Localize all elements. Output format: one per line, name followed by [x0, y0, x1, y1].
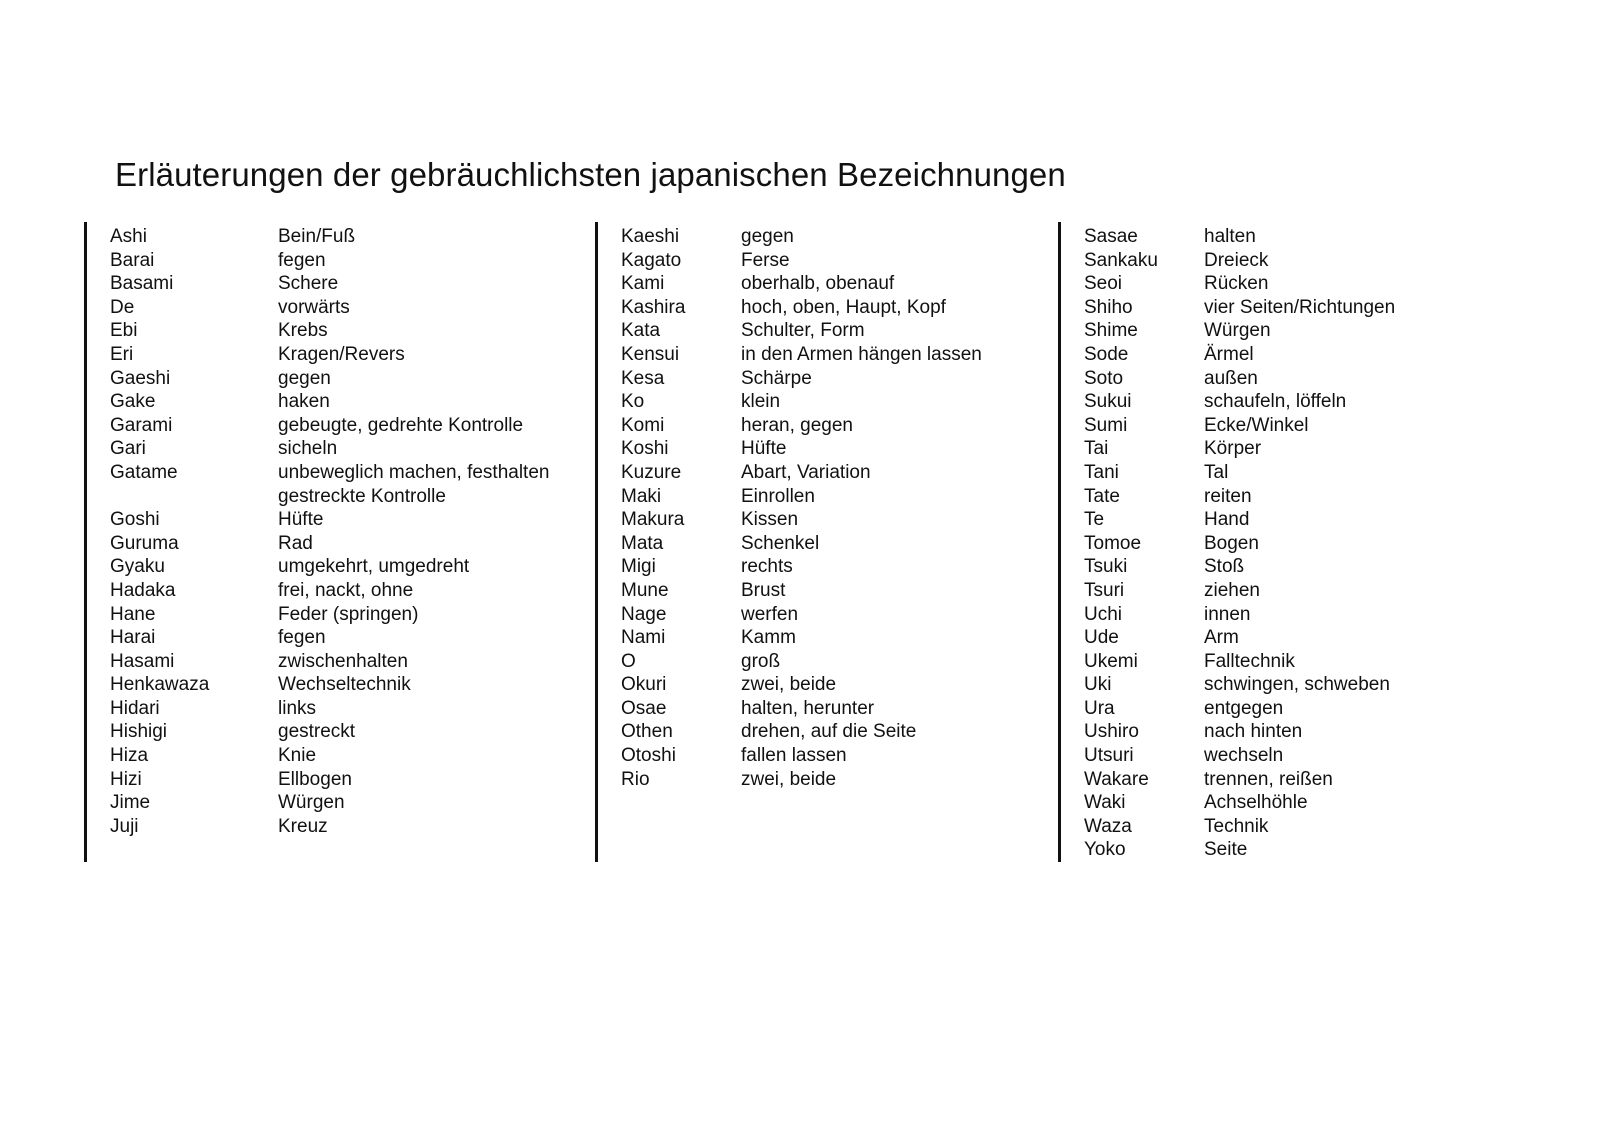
german-meaning: schwingen, schweben: [1204, 674, 1390, 696]
japanese-term: Ura: [1084, 697, 1115, 719]
german-meaning: groß: [741, 650, 781, 672]
japanese-term: Gari: [110, 438, 146, 460]
japanese-term: Kuzure: [621, 461, 682, 483]
japanese-term: Hizi: [110, 768, 142, 790]
german-meaning: Kamm: [741, 627, 796, 649]
japanese-term: Maki: [621, 485, 662, 507]
german-meaning: außen: [1204, 367, 1258, 389]
column-rule: [595, 222, 598, 862]
japanese-term: Juji: [110, 815, 139, 837]
japanese-term: Yoko: [1084, 839, 1126, 861]
german-meaning: zwischenhalten: [278, 650, 408, 672]
german-meaning: Seite: [1204, 839, 1248, 861]
german-meaning: Brust: [741, 579, 786, 601]
japanese-term: Othen: [621, 721, 673, 743]
japanese-term: Osae: [621, 697, 667, 719]
german-meaning: gebeugte, gedrehte Kontrolle: [278, 414, 524, 436]
german-meaning: Technik: [1204, 815, 1269, 837]
japanese-term: Ashi: [110, 226, 147, 247]
japanese-term: Hiza: [110, 745, 149, 767]
japanese-term: Harai: [110, 627, 156, 649]
japanese-term: Mune: [621, 579, 669, 601]
german-meaning: oberhalb, obenauf: [741, 273, 895, 295]
german-meaning: Kragen/Revers: [278, 343, 405, 365]
japanese-term: Nage: [621, 603, 667, 625]
german-meaning: Abart, Variation: [741, 461, 871, 483]
japanese-term: Goshi: [110, 509, 160, 531]
german-meaning: Einrollen: [741, 485, 815, 507]
japanese-term: Garami: [110, 414, 173, 436]
japanese-term: Gyaku: [110, 556, 165, 578]
german-meaning: Hand: [1204, 509, 1250, 531]
japanese-term: Sankaku: [1084, 249, 1158, 271]
japanese-term: Ko: [621, 391, 645, 413]
japanese-term: Waki: [1084, 792, 1126, 814]
german-meaning: Stoß: [1204, 556, 1245, 578]
japanese-term: Ebi: [110, 320, 138, 342]
german-meaning: Falltechnik: [1204, 650, 1295, 672]
german-meaning: halten: [1204, 226, 1256, 247]
german-meaning: gegen: [741, 226, 794, 247]
german-meaning: heran, gegen: [741, 414, 853, 436]
japanese-term: Waza: [1084, 815, 1132, 837]
japanese-term: Hishigi: [110, 721, 168, 743]
german-meaning: vier Seiten/Richtungen: [1204, 296, 1396, 318]
german-meaning: Schenkel: [741, 532, 820, 554]
japanese-term: Barai: [110, 249, 155, 271]
german-meaning: ziehen: [1204, 579, 1260, 601]
german-meaning: Schulter, Form: [741, 320, 865, 342]
german-meaning: gestreckte Kontrolle: [278, 485, 446, 507]
german-meaning: Kreuz: [278, 815, 328, 837]
german-meaning: hoch, oben, Haupt, Kopf: [741, 296, 946, 318]
german-meaning: gestreckt: [278, 721, 356, 743]
japanese-term: Tai: [1084, 438, 1109, 460]
japanese-term: Kaeshi: [621, 226, 680, 247]
japanese-term: Hasami: [110, 650, 175, 672]
japanese-term: Koshi: [621, 438, 669, 460]
german-meaning: umgekehrt, umgedreht: [278, 556, 470, 578]
german-meaning: Krebs: [278, 320, 328, 342]
japanese-term: Te: [1084, 509, 1105, 531]
japanese-term: Jime: [110, 792, 151, 814]
german-meaning: Ecke/Winkel: [1204, 414, 1309, 436]
japanese-term: Hidari: [110, 697, 160, 719]
german-meaning: unbeweglich machen, festhalten: [278, 461, 550, 483]
german-meaning: Körper: [1204, 438, 1262, 460]
german-meaning: fallen lassen: [741, 745, 847, 767]
german-meaning: Tal: [1204, 461, 1229, 483]
german-meaning: Schere: [278, 273, 339, 295]
japanese-term: Mata: [621, 532, 664, 554]
page-title: Erläuterungen der gebräuchlichsten japanischen Bezeichnungen: [115, 156, 1066, 193]
german-meaning: Knie: [278, 745, 317, 767]
german-meaning: schaufeln, löffeln: [1204, 391, 1347, 413]
german-meaning: Hüfte: [278, 509, 324, 531]
japanese-term: Ushiro: [1084, 721, 1139, 743]
japanese-term: Tani: [1084, 461, 1119, 483]
german-meaning: Ferse: [741, 249, 790, 271]
japanese-term: Seoi: [1084, 273, 1123, 295]
german-meaning: Wechseltechnik: [278, 674, 411, 696]
german-meaning: Rücken: [1204, 273, 1269, 295]
japanese-term: Tsuki: [1084, 556, 1128, 578]
german-meaning: in den Armen hängen lassen: [741, 343, 982, 365]
german-meaning: vorwärts: [278, 296, 350, 318]
german-meaning: Bogen: [1204, 532, 1259, 554]
german-meaning: rechts: [741, 556, 793, 578]
german-meaning: klein: [741, 391, 781, 413]
japanese-term: Tate: [1084, 485, 1120, 507]
japanese-term: Makura: [621, 509, 685, 531]
german-meaning: gegen: [278, 367, 331, 389]
japanese-term: Kensui: [621, 343, 680, 365]
japanese-term: Eri: [110, 343, 134, 365]
japanese-term: De: [110, 296, 135, 318]
japanese-term: Otoshi: [621, 745, 676, 767]
column-rule: [1058, 222, 1061, 862]
japanese-term: Kesa: [621, 367, 665, 389]
german-meaning: reiten: [1204, 485, 1252, 507]
japanese-term: Sukui: [1084, 391, 1132, 413]
japanese-term: O: [621, 650, 636, 672]
japanese-term: Sode: [1084, 343, 1129, 365]
german-meaning: drehen, auf die Seite: [741, 721, 917, 743]
german-meaning: zwei, beide: [741, 768, 837, 790]
german-meaning: entgegen: [1204, 697, 1284, 719]
german-meaning: frei, nackt, ohne: [278, 579, 414, 601]
german-meaning: Bein/Fuß: [278, 226, 356, 247]
german-meaning: Arm: [1204, 627, 1239, 649]
japanese-term: Henkawaza: [110, 674, 210, 696]
german-meaning: links: [278, 697, 317, 719]
japanese-term: Nami: [621, 627, 666, 649]
japanese-term: Guruma: [110, 532, 179, 554]
japanese-term: Shiho: [1084, 296, 1133, 318]
japanese-term: Kami: [621, 273, 665, 295]
japanese-term: Migi: [621, 556, 656, 578]
german-meaning: Hüfte: [741, 438, 787, 460]
japanese-term: Uchi: [1084, 603, 1123, 625]
german-meaning: fegen: [278, 627, 326, 649]
german-meaning: Ärmel: [1204, 343, 1254, 365]
japanese-term: Gatame: [110, 461, 178, 483]
japanese-term: Shime: [1084, 320, 1138, 342]
column-rule: [84, 222, 87, 862]
german-meaning: halten, herunter: [741, 697, 875, 719]
german-meaning: Rad: [278, 532, 313, 554]
german-meaning: Würgen: [278, 792, 345, 814]
german-meaning: Schärpe: [741, 367, 812, 389]
german-meaning: fegen: [278, 249, 326, 271]
japanese-term: Utsuri: [1084, 745, 1134, 767]
german-meaning: werfen: [741, 603, 799, 625]
japanese-term: Ukemi: [1084, 650, 1138, 672]
german-meaning: trennen, reißen: [1204, 768, 1333, 790]
japanese-term: Gaeshi: [110, 367, 171, 389]
japanese-term: Soto: [1084, 367, 1124, 389]
german-meaning: Ellbogen: [278, 768, 352, 790]
japanese-term: Sumi: [1084, 414, 1128, 436]
japanese-term: Tomoe: [1084, 532, 1142, 554]
german-meaning: Würgen: [1204, 320, 1271, 342]
japanese-term: Kagato: [621, 249, 682, 271]
german-meaning: Achselhöhle: [1204, 792, 1308, 814]
german-meaning: zwei, beide: [741, 674, 837, 696]
japanese-term: Komi: [621, 414, 665, 436]
german-meaning: sicheln: [278, 438, 338, 460]
japanese-term: Hadaka: [110, 579, 176, 601]
german-meaning: haken: [278, 391, 330, 413]
german-meaning: Feder (springen): [278, 603, 419, 625]
german-meaning: nach hinten: [1204, 721, 1303, 743]
japanese-term: Rio: [621, 768, 650, 790]
japanese-term: Okuri: [621, 674, 667, 696]
japanese-term: Kashira: [621, 296, 686, 318]
japanese-term: Uki: [1084, 674, 1112, 696]
japanese-term: Basami: [110, 273, 174, 295]
german-meaning: Dreieck: [1204, 249, 1269, 271]
japanese-term: Ude: [1084, 627, 1119, 649]
japanese-term: Tsuri: [1084, 579, 1125, 601]
japanese-term: Hane: [110, 603, 156, 625]
german-meaning: wechseln: [1204, 745, 1284, 767]
japanese-term: Gake: [110, 391, 156, 413]
german-meaning: Kissen: [741, 509, 799, 531]
japanese-term: Kata: [621, 320, 661, 342]
german-meaning: innen: [1204, 603, 1251, 625]
japanese-term: Sasae: [1084, 226, 1138, 247]
japanese-term: Wakare: [1084, 768, 1149, 790]
